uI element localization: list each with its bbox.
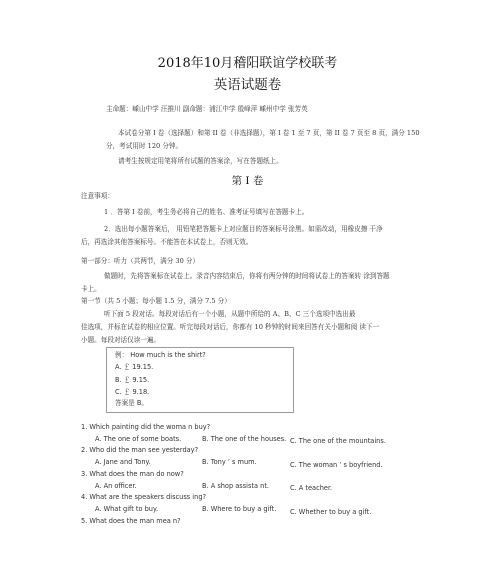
example-answer: 答案是 B。 — [115, 399, 148, 407]
section1-desc-line-2: 佳选项，并标在试卷的相应位置。听完每段对话后，你都有 10 秒钟的时间来回答有关小题和阅 读下一 — [81, 323, 380, 331]
example-question: 例： How much is the shirt? — [115, 351, 206, 359]
part1-desc-line-2: 卡上。 — [81, 285, 101, 293]
question-2-option-a: A. Jane and Tony. — [95, 458, 151, 466]
note-item-2-line-2: 后，再选涂其他答案标号。不能答在本试卷上，否则无效。 — [81, 238, 253, 246]
question-4-stem: 4. What are the speakers discuss ing? — [81, 493, 207, 501]
exam-title: 2018年10月稽阳联谊学校联考 — [157, 56, 338, 71]
authors-line: 主命题：嵊山中学 汪推川 副命题：浦江中学 殷峰萍 嵊州中学 张芳英 — [106, 105, 308, 113]
question-1-option-c: C. The one of the mountains. — [290, 437, 386, 445]
question-4-option-c: C. Whether to buy a gift. — [290, 508, 372, 516]
question-1-option-a: A. The one of some boats. — [95, 435, 182, 443]
question-1-stem: 1. Which painting did the woma n buy? — [81, 423, 211, 431]
question-3-option-a: A. An officer. — [95, 482, 137, 490]
volume-title: 第 I 卷 — [231, 175, 264, 187]
note-item-1: 1 ．答第 I 卷前，考生务必将自己的姓名、准考证号填写在答题卡上。 — [104, 208, 309, 216]
part1-heading: 第一部分：听力（共两节，满分 30 分） — [81, 257, 200, 265]
example-box — [106, 347, 294, 413]
question-2-option-c: C. The woman ’ s boyfriend. — [290, 461, 383, 469]
part1-desc-line-1: 做题时，先将答案标在试卷上。录音内容结束后，你将有两分钟的时间将试卷上的答案转 涂到答题 — [104, 272, 390, 280]
intro-line-3: 请考生按规定用笔将所有试题的答案涂，写在答题纸上。 — [118, 157, 283, 165]
section1-desc-line-1: 听下面 5 段对话。每段对话后有一个小题，从题中所给的 A、B、C 三个选项中选出最 — [104, 310, 356, 318]
section1-desc-line-3: 小题。每段对话仅读一遍。 — [81, 336, 161, 344]
exam-subtitle: 英语试题卷 — [213, 77, 282, 93]
question-1-option-b: B. The one of the houses. — [202, 435, 287, 443]
question-3-option-c: C. A teacher. — [290, 484, 333, 492]
question-4-option-b: B. Where to buy a gift. — [202, 505, 277, 513]
section1-heading: 第一节（共 5 小题；每小题 1.5 分，满分 7.5 分） — [81, 297, 231, 305]
note-item-2-line-1: 2．选出每小题答案后， 用铅笔把答题卡上对应题目的答案标号涂黑。如需改动，用橡皮擦 干净 — [104, 225, 383, 233]
notes-heading: 注意事项： — [81, 192, 114, 200]
question-4-option-a: A. What gift to buy. — [95, 505, 159, 513]
question-3-stem: 3. What does the man do now? — [81, 470, 184, 478]
intro-line-2: 分，考试用时 120 分钟。 — [106, 142, 183, 150]
example-option-a: A. ￡ 19.15. — [115, 363, 154, 371]
question-5-stem: 5. What does the man mea n? — [81, 517, 181, 525]
example-option-b: B. ￡ 9.15. — [115, 376, 150, 384]
question-2-stem: 2. Who did the man see yesterday? — [81, 446, 199, 454]
question-2-option-b: B. Tony ’ s mum. — [202, 458, 257, 466]
intro-line-1: 本试卷分第 I 卷（选择题）和第 II 卷（非选择题），第 I 卷 1 至 7 页，第 II 卷 7 页至 8 页，满分 150 — [118, 129, 420, 137]
example-option-c: C. ￡ 9.18. — [115, 388, 150, 396]
question-3-option-b: B. A shop assista nt. — [202, 482, 270, 490]
